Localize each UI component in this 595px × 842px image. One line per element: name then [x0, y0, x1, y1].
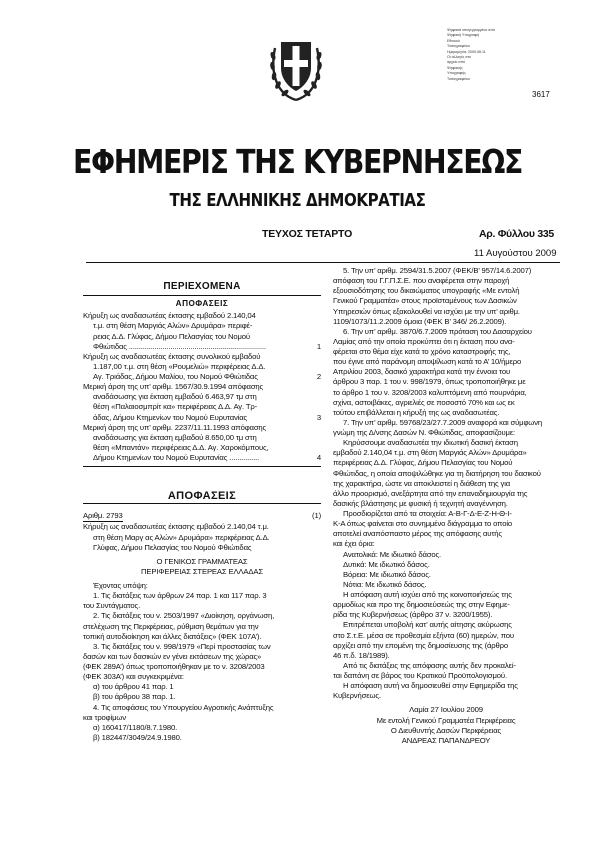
authority-title: Ο ΓΕΝΙΚΟΣ ΓΡΑΜΜΑΤΕΑΣ	[156, 556, 248, 566]
body-line: 3. Τις διατάξεις του ν. 998/1979 «Περί προστασίας των	[93, 641, 271, 651]
body-line: Κηρύσσουμε αναδασωτέα την ιδιωτική δασική έκταση	[343, 438, 518, 448]
boundary-line: Ανατολικά: Με ιδιωτικό δάσος.	[343, 549, 442, 559]
body-line: Λαμίας από την οποία προκύπτει ότι η έκταση που ανα-	[333, 336, 515, 346]
body-line: 5. Την υπ’ αριθμ. 2594/31.5.2007 (ΦΕΚ/Β’ 957/14.6.2007)	[343, 266, 532, 275]
decision-subject-line: στη θέση Μαργ ας Αλών» Δρυμάρα» περιφέρειας Δ.Δ.	[93, 532, 270, 542]
left-column	[83, 266, 321, 743]
body-line: Επιτρέπεται υποβολή κατ’ αυτής αίτησης ακύρωσης	[343, 620, 512, 630]
considering-label: Έχοντας υπόψη:	[93, 581, 148, 590]
stamp-line: Τυπογραφείου	[447, 44, 470, 49]
body-line: γνώμη της Δ/νσης Δασών Ν. Φθιώτιδας, αποφασίζουμε:	[333, 428, 516, 437]
decision-number-row	[83, 511, 321, 522]
stamp-line: Ψηφιακά υπογεγραμμένο από	[447, 28, 495, 32]
toc-page-number: 4	[316, 453, 321, 462]
body-line: Απριλίου 2003, δασικό χαρακτήρα κατά την έννοια του	[333, 367, 511, 377]
body-line: Από τις διατάξεις της απόφασης αυτής δεν προκαλεί-	[343, 660, 516, 670]
body-line: αποτελεί αναπόσπαστο μέρος της απόφασης αυτής	[333, 529, 502, 539]
stamp-line: Οι αλλαγές στο	[447, 55, 472, 60]
body-line: στελέχωση της Περιφέρειας, ρύθμιση θεμάτων για την	[83, 621, 259, 631]
body-line: Η απόφαση αυτή ισχύει από της κοινοποιήσεώς της	[343, 590, 512, 599]
body-line: Κυβερνήσεως.	[333, 691, 381, 701]
stamp-line: Τυπογραφείου	[447, 76, 470, 81]
body-line: άλλο προορισμό, ανεξάρτητα από την επαναδημιουργία της	[333, 488, 528, 498]
stamp-line: Ημερομηνία: 2009.08.11	[447, 49, 486, 54]
stamp-line: Εθνικού	[447, 38, 460, 43]
body-line: το άρθρο 1 του ν. 3208/2003 καλυπτόμενη από πουρνάρια,	[333, 387, 527, 397]
body-line: περιφέρειας Δ.Δ. Γλύφας, Δήμου Πελασγίας του Νομού	[333, 458, 513, 468]
body-line: β) του άρθρου 38 παρ. 1.	[93, 692, 176, 702]
body-line: 6. Την υπ’ αριθμ. 3870/6.7.2009 πρόταση του Δασαρχείου	[343, 326, 532, 336]
signatory-name: ΑΝΔΡΕΑΣ ΠΑΠΑΝΔΡΕΟΥ	[401, 735, 491, 745]
decision-marker: (1)	[312, 511, 321, 521]
body-line: 7. Την υπ’ αριθμ. 59768/23/27.7.2009 αναφορά και σύμφωνη	[343, 417, 542, 427]
body-line: Η απόφαση αυτή να δημοσιευθεί στην Εφημερίδα της	[343, 681, 518, 691]
gazette-title: ΕΦΗΜΕΡΙΣ ΤΗΣ ΚΥΒΕΡΝΗΣΕΩΣ	[72, 142, 523, 181]
body-line: αρχίζει από την επομένη της δημοσίευσης της (άρθρο	[333, 640, 508, 650]
gazette-subtitle: ΤΗΣ ΕΛΛΗΝΙΚΗΣ ΔΗΜΟΚΡΑΤΙΑΣ	[169, 191, 426, 211]
toc-page-number: 2	[316, 372, 321, 381]
stamp-line: αρχείο από	[447, 60, 465, 65]
decisions-subheading: ΑΠΟΦΑΣΕΙΣ	[175, 299, 229, 309]
body-line: (ΦΕΚ 303Α’) και συγκεκριμένα:	[83, 672, 184, 682]
body-line: φέρεται στο θέμα είχε κατά το χρόνο καταστροφής της,	[333, 347, 511, 356]
body-line: α) του άρθρου 41 παρ. 1	[93, 682, 174, 692]
signoff-line: Με εντολή Γενικού Γραμματέα Περιφέρειας	[376, 715, 516, 725]
body-line: της χαρακτήρα, ώστε να αποκλειστεί η διάθεση της για	[333, 478, 511, 488]
boundary-line: Βόρεια: Με ιδιωτικό δάσος.	[343, 569, 431, 579]
body-line: στο Σ.τ.Ε. μέσα σε προθεσμία εξήντα (60) ημερών, που	[333, 630, 514, 640]
toc-entry[interactable]: Μερική άρση της υπ’ αριθμ. 1567/30.9.1994 απόφασης αναδάσωσης για έκταση εμβαδού 6.463,97 τμ στη θέση «Παλαιοσμπρίτ κα» περιφέρειας Δ.Δ. Αγ. Τρ- άδας, Δήμου Κτημενίων του Νομού Ευρυτανίας 3	[83, 382, 321, 422]
issue-date: 11 Αυγούστου 2009	[474, 248, 557, 259]
toc-page-number: 3	[316, 412, 321, 422]
right-column	[333, 266, 559, 746]
contents-heading: ΠΕΡΙΕΧΟΜΕΝΑ	[163, 281, 241, 292]
toc-entry[interactable]: Κήρυξη ως αναδασωτέας έκτασης συνολικού εμβαδού 1.187,00 τ.μ. στη θέση «Ρουμελιώ» περιφέρειας Δ.Δ. Αγ. Τριάδας, Δήμου Μαλίου, του Νομού Φθιώτιδας 2	[83, 351, 321, 381]
body-line: 4. Τις αποφάσεις του Υπουργείου Αγροτικής Ανάπτυξης	[93, 702, 274, 712]
body-line: σχίνα, αστοιβάκες, αγριελιές σε ποσοστό 70% και ως εκ	[333, 397, 515, 407]
body-line: απόφαση του Γ.Γ.Π.Σ.Ε. που αναφέρεται στην παροχή	[333, 276, 510, 286]
header-rule	[86, 262, 560, 263]
stamp-line: Ψηφιακή Υπογραφή	[447, 33, 480, 38]
body-line: εμβαδού 2.140,04 τ.μ. στη θέση Μαργιάς Αλών» Δρυμάρα»	[333, 448, 527, 458]
body-line: 1. Τις διατάξεις των άρθρων 24 παρ. 1 και 117 παρ. 3	[93, 591, 267, 601]
toc-entry[interactable]: Μερική άρση της υπ’ αριθμ. 2237/11.11.1993 απόφασης αναδάσωσης για έκταση εμβαδού 8.650,00 τμ στη θέση «Μπαντάν» περιφέρειας Δ.Δ. Αγ. Χαροκόμπους, Δήμου Κτημενίων του Νομού Ευρυτανίας ............... 4	[83, 422, 321, 462]
body-line: 46 π.δ. 18/1989).	[333, 650, 390, 660]
page-number: 3617	[532, 90, 550, 99]
digital-signature-stamp	[447, 28, 527, 82]
decision-subject-line: Γλύφας, Δήμου Πελασγίας του Νομού Φθιώτιδας	[93, 542, 252, 552]
body-line: που έγινε από παράνομη αποψίλωση κατά το Α’ 10/ήμερο	[333, 357, 522, 367]
body-line: 2. Τις διατάξεις του ν. 2503/1997 «Διοίκηση, οργάνωση,	[93, 611, 275, 621]
issue-label: ΤΕΥΧΟΣ ΤΕΤΑΡΤΟ	[262, 228, 353, 240]
body-line: αρμοδίως και προ της δημοσιεύσεώς της στην Εφημε-	[333, 600, 510, 610]
body-line: β) 182447/3049/24.9.1980.	[93, 732, 182, 742]
stamp-line: Υπογραφής	[447, 71, 466, 76]
decisions-heading: ΑΠΟΦΑΣΕΙΣ	[83, 491, 321, 501]
body-line: τούτου επιβάλλεται η κήρυξή της ως αναδασωτέας.	[333, 407, 500, 417]
authority-region: ΠΕΡΙΦΕΡΕΙΑΣ ΣΤΕΡΕΑΣ ΕΛΛΑΔΑΣ	[141, 566, 263, 576]
body-line: ρίδα της Κυβερνήσεως (άρθρο 37 ν. 3200/1955).	[333, 610, 493, 620]
boundary-line: Δυτικά: Με ιδιωτικό δάσος.	[343, 559, 430, 569]
body-line: Γενικού Γραμματέα» στους προϊσταμένους των Δασικών	[333, 296, 517, 306]
body-line: 1109/1073/11.2.2009 όμοια (ΦΕΚ Β’ 346/ 26.2.2009).	[333, 316, 507, 326]
signoff-line: Ο Διευθυντής Δασών Περιφέρειας	[390, 725, 502, 735]
boundary-line: Νότια: Με ιδιωτικό δάσος.	[343, 579, 427, 589]
body-line: ται δαπάνη σε βάρος του Κρατικού Προϋπολογισμού.	[333, 671, 507, 680]
body-line: Κ-Α όπως φαίνεται στο συνημμένο διάγραμμα το οποίο	[333, 519, 513, 529]
sheet-number: Αρ. Φύλλου 335	[479, 228, 554, 240]
body-line: (ΦΕΚ 289Α’) όπως τροποποιήθηκαν με το ν. 3208/2003	[83, 662, 265, 671]
body-line: του Συντάγματος.	[83, 601, 141, 611]
body-line: και έχει όρια:	[333, 539, 375, 549]
body-line: τοπική αυτοδιοίκηση και άλλες διατάξεις» (ΦΕΚ 107Α’).	[83, 631, 262, 641]
decision-number: Αριθμ. 2793	[83, 511, 123, 522]
body-line: εξουσιοδότησης του δικαιώματος υπογραφής «Με εντολή	[333, 286, 520, 296]
toc-entry[interactable]: Κήρυξη ως αναδασωτέας έκτασης εμβαδού 2.140,04 τ.μ. στη θέση Μαργιάς Αλών» Δρυμάρα» περιφέ- ρειας Δ.Δ. Γλύφας, Δήμου Πελασγίας του Νομού Φθιώτιδας ..................................................................... 1	[83, 311, 321, 351]
coat-of-arms-icon	[266, 30, 326, 104]
body-line: Υπηρεσιών όπως εξακολουθεί να ισχύει με την υπ’ αριθμ.	[333, 306, 520, 316]
body-line: Προσδιορίζεται από τα στοιχεία: Α-Β-Γ-Δ-Ε-Ζ-Η-Θ-Ι-	[343, 509, 512, 518]
body-line: και τροφίμων	[83, 712, 126, 722]
body-line: άρθρου 3 παρ. 1 του ν. 998/1979, όπως τροποποιήθηκε με	[333, 377, 526, 387]
body-line: δασών και των δασικών εν γένει εκτάσεων της χώρας»	[83, 651, 262, 661]
body-line: α) 160417/1180/8.7.1980.	[93, 722, 178, 732]
body-line: Φθιώτιδας, η οποία αποψιλώθηκε για τη διατήρηση του δασικού	[333, 468, 541, 478]
place-date: Λαμία 27 Ιουλίου 2009	[409, 705, 483, 715]
body-line: δασικής βλάστησης με φυσική ή τεχνητή αναγέννηση.	[333, 498, 508, 508]
stamp-line: Ψηφιακής	[447, 65, 463, 70]
toc-page-number: 1	[316, 341, 321, 351]
decision-subject-line: Κήρυξη ως αναδασωτέας έκτασης εμβαδού 2.140,04 τ.μ.	[83, 522, 269, 532]
